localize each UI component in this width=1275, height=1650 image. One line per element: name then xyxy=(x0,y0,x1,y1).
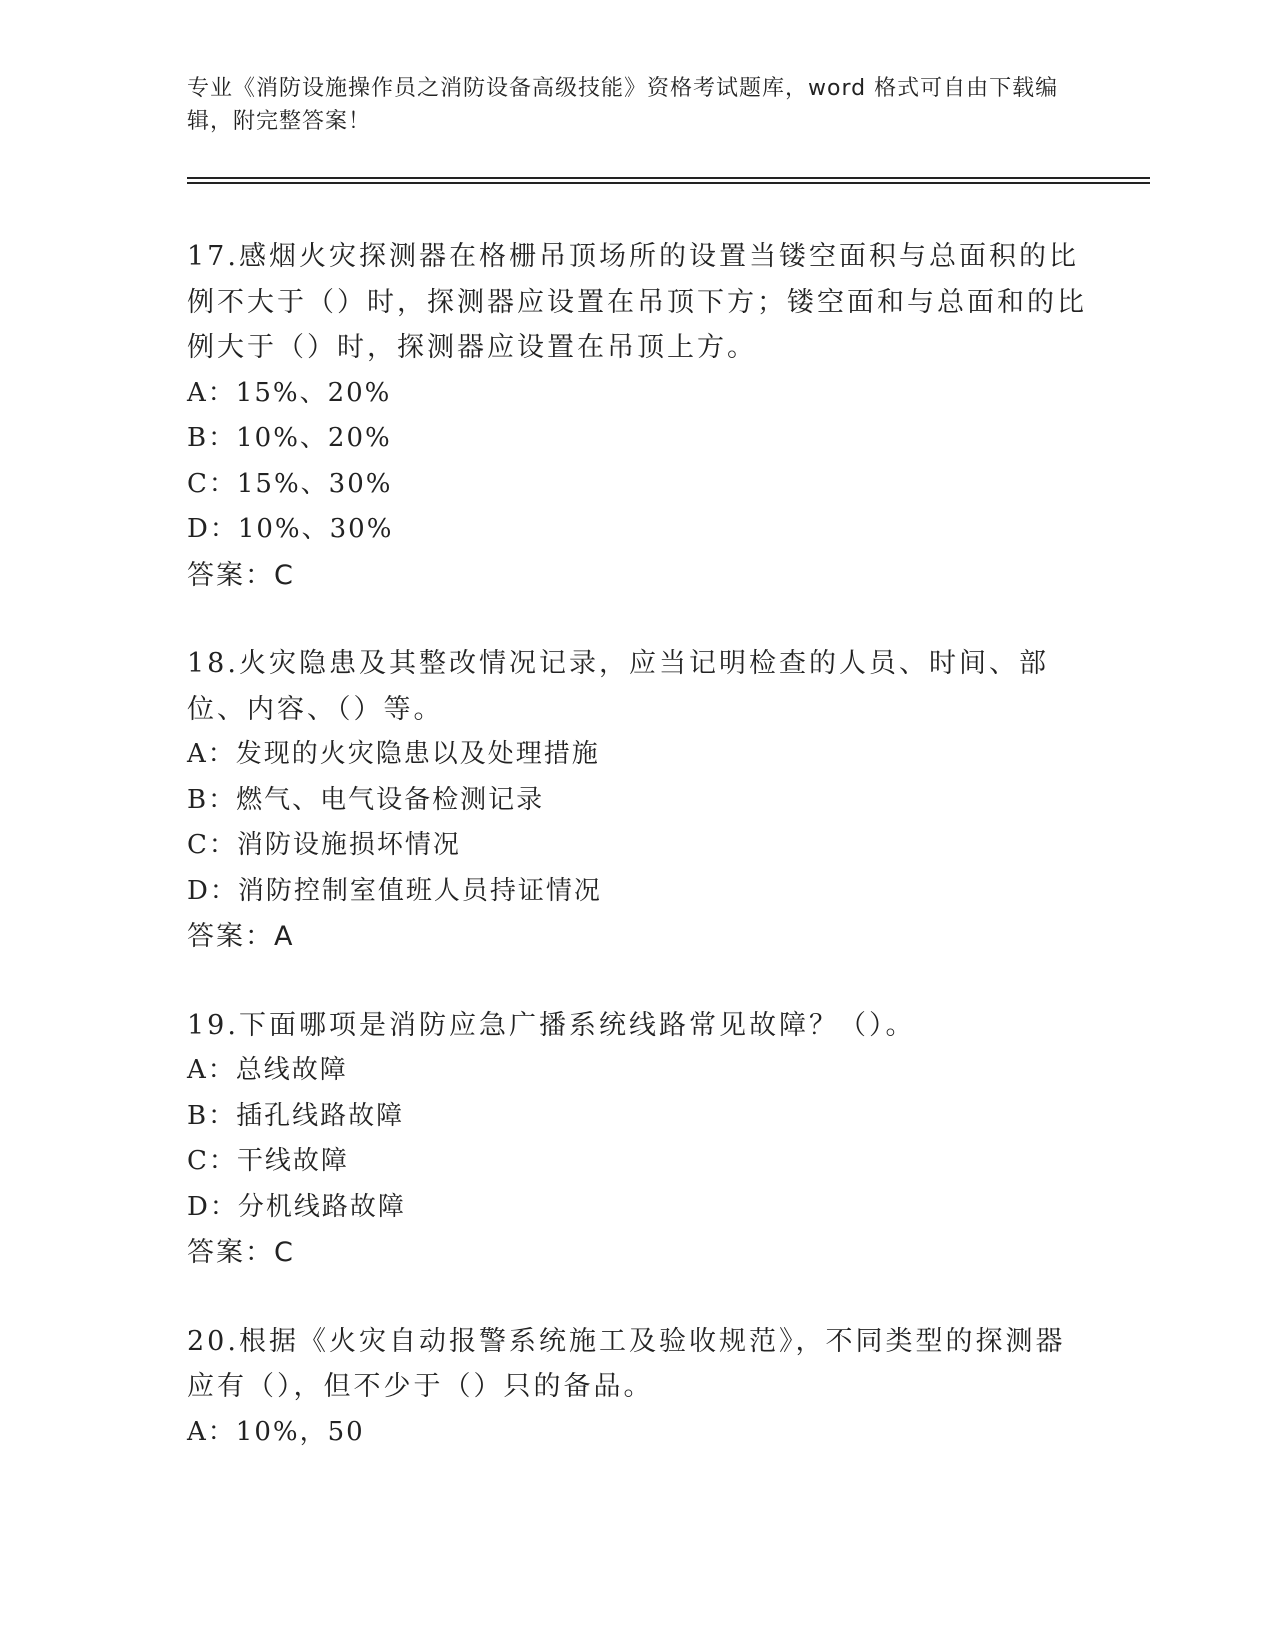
option-d: D：10%、30% xyxy=(187,514,394,544)
option-d: D：分机线路故障 xyxy=(187,1191,406,1222)
question-stem: 19.下面哪项是消防应急广播系统线路常见故障？（）。 xyxy=(187,1009,916,1041)
option-a: A：发现的火灾隐患以及处理措施 xyxy=(187,739,600,769)
document-header: 专业《消防设施操作员之消防设备高级技能》资格考试题库，word 格式可自由下载编辑，附完整答案！ xyxy=(187,76,1059,134)
question-19 xyxy=(187,1003,1087,1276)
option-c: C：消防设施损坏情况 xyxy=(187,830,461,860)
option-d: D：消防控制室值班人员持证情况 xyxy=(187,875,602,906)
question-stem: 17.感烟火灾探测器在格栅吊顶场所的设置当镂空面积与总面积的比例不大于（）时，探测器应设置在吊顶下方；镂空面和与总面和的比例大于（）时，探测器应设置在吊顶上方。 xyxy=(187,241,1087,363)
option-c: C：干线故障 xyxy=(187,1146,349,1176)
option-b: B：10%、20% xyxy=(187,423,392,453)
option-a: A：15%、20% xyxy=(187,377,392,408)
option-c: C：15%、30% xyxy=(187,468,393,499)
question-18 xyxy=(187,641,1087,960)
question-20 xyxy=(187,1319,1087,1456)
question-stem: 20.根据《火灾自动报警系统施工及验收规范》，不同类型的探测器应有（），但不少于（）只的备品。 xyxy=(187,1325,1066,1402)
header-divider-bottom xyxy=(187,182,1150,184)
answer-line: 答案：A xyxy=(187,921,295,952)
question-stem: 18.火灾隐患及其整改情况记录，应当记明检查的人员、时间、部位、内容、（）等。 xyxy=(187,648,1049,725)
option-b: B：插孔线路故障 xyxy=(187,1100,405,1131)
question-list xyxy=(187,234,1087,1498)
option-a: A：10%，50 xyxy=(187,1416,365,1447)
header-divider-top xyxy=(187,177,1150,179)
answer-line: 答案：C xyxy=(187,559,295,591)
question-17 xyxy=(187,234,1087,598)
answer-line: 答案：C xyxy=(187,1237,295,1268)
option-a: A：总线故障 xyxy=(187,1055,348,1085)
option-b: B：燃气、电气设备检测记录 xyxy=(187,784,545,815)
